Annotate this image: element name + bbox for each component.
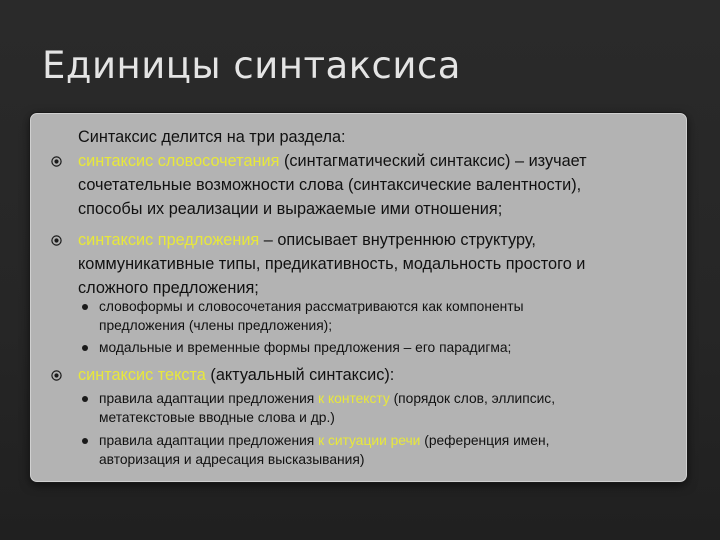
item3-sub2-post: (референция имен, (420, 433, 550, 448)
dot-bullet-icon (82, 304, 88, 310)
item3-term: синтаксис текста (78, 366, 206, 384)
item3-sub2-pre: правила адаптации предложения (99, 433, 319, 448)
item3-sub1-post: (порядок слов, эллипсис, (389, 391, 556, 406)
circled-bullet-icon (51, 235, 62, 246)
item2-sub1-line1: словоформы и словосочетания рассматриваются как компоненты (99, 299, 524, 314)
item2-line2: коммуникативные типы, предикативность, модальность простого и (78, 255, 586, 273)
item2-sub1-line2: предложения (члены предложения); (99, 318, 333, 333)
item3-line1-rest: (актуальный синтаксис): (205, 366, 395, 384)
item2-line1 (78, 228, 536, 252)
dot-bullet-icon (82, 438, 88, 444)
item3-sub1-line2: метатекстовые вводные слова и др.) (99, 410, 335, 425)
item3-line1 (78, 363, 394, 387)
item1-line3: способы их реализации и выражаемые ими отношения; (78, 200, 503, 218)
item3-sub2-line2: авторизация и адресация высказывания) (99, 452, 365, 467)
content-panel (30, 113, 687, 482)
circled-bullet-icon (51, 370, 62, 381)
item2-line3: сложного предложения; (78, 279, 259, 297)
item1-line1-rest: (синтагматический синтаксис) – изучает (279, 152, 587, 170)
item3-sub1-highlight: к контексту (318, 391, 390, 406)
content-body (31, 114, 686, 481)
slide-title: Единицы синтаксиса (42, 44, 461, 87)
circled-bullet-icon (51, 156, 62, 167)
dot-bullet-icon (82, 345, 88, 351)
item2-sub2-line1: модальные и временные формы предложения – его парадигма; (99, 340, 512, 355)
item3-sub1-line1 (99, 389, 555, 408)
item3-sub2-line1 (99, 431, 549, 450)
item1-line2: сочетательные возможности слова (синтаксические валентности), (78, 176, 582, 194)
dot-bullet-icon (82, 396, 88, 402)
intro-text: Синтаксис делится на три раздела: (78, 128, 346, 146)
item2-line1-rest: – описывает внутреннюю структуру, (259, 231, 536, 249)
item3-sub1-pre: правила адаптации предложения (99, 391, 319, 406)
item2-term: синтаксис предложения (78, 231, 260, 249)
item1-line1 (78, 149, 587, 173)
item3-sub2-highlight: к ситуации речи (318, 433, 421, 448)
item1-term: синтаксис словосочетания (78, 152, 280, 170)
